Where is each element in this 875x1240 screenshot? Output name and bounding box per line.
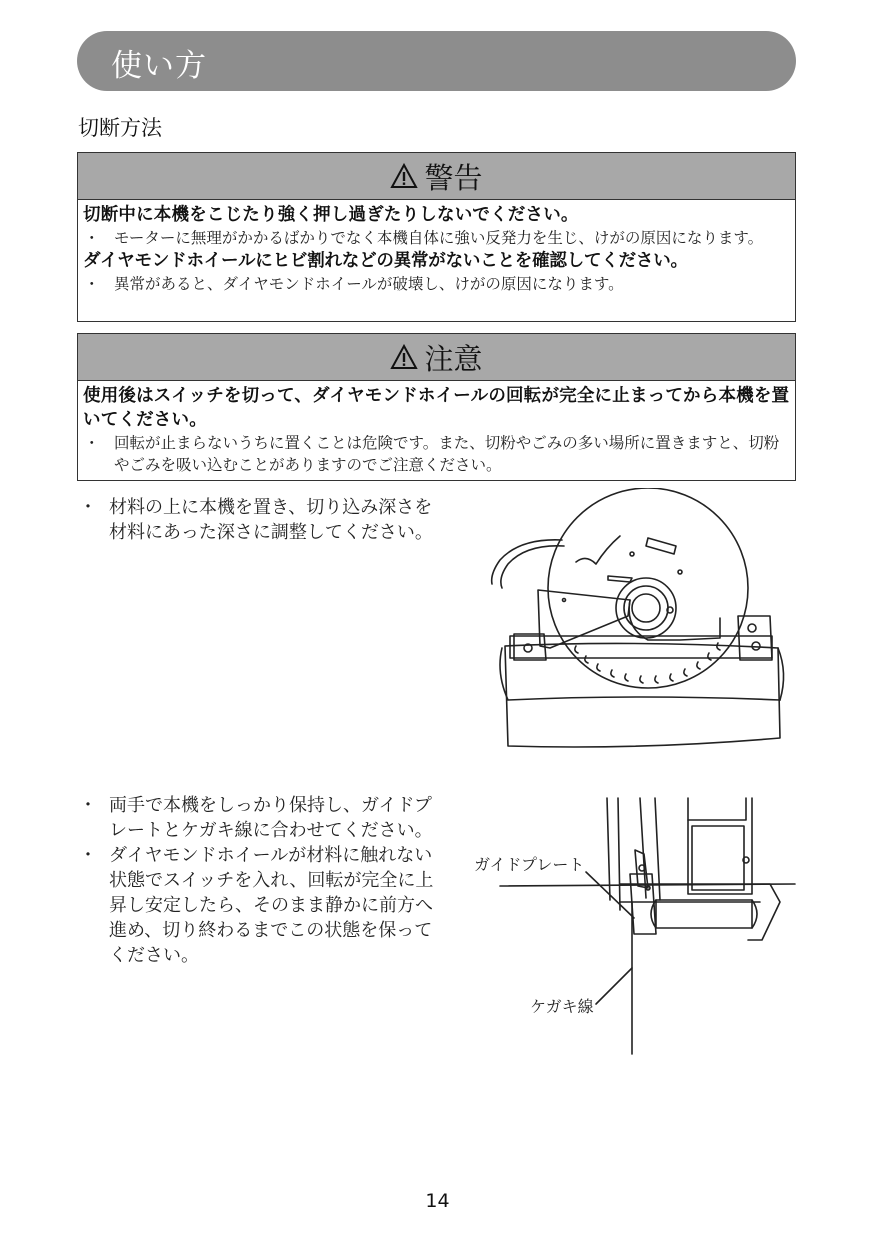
list-item: [78, 495, 443, 545]
step-3-text: ダイヤモンドホイールが材料に触れない状態でスイッチを入れ、回転が完全に上昇し安定したら、そのまま静かに前方へ進め、切り終わるまでこの状態を保ってください。: [109, 845, 434, 966]
caution-bullet: [83, 432, 790, 476]
figure-guide-plate: [470, 790, 800, 1060]
warning-triangle-icon: [390, 163, 418, 189]
list-item: [78, 793, 443, 843]
caution-heading-text: 注意: [424, 341, 483, 376]
bullet-mark: ・: [79, 845, 97, 866]
warning-item-1-text: モーターに無理がかかるばかりでなく本機自体に強い反発力を生じ、けがの原因になります。: [114, 229, 764, 247]
figure-cutter-on-material: [480, 488, 800, 756]
bullet-mark: ・: [84, 434, 100, 452]
warning-item-2-text: 異常があると、ダイヤモンドホイールが破壊し、けがの原因になります。: [114, 275, 624, 293]
label-guide-plate: ガイドプレート: [474, 855, 585, 874]
bullet-mark: ・: [79, 497, 97, 518]
warning-heading-text: 警告: [424, 160, 483, 195]
page-number: 14: [425, 1190, 450, 1212]
list-item: [78, 843, 443, 968]
caution-box: [77, 333, 796, 481]
bullet-mark: ・: [84, 275, 100, 293]
warning-heading: [78, 153, 795, 200]
caution-bullet-text: 回転が止まらないうちに置くことは危険です。また、切粉やごみの多い場所に置きますと、切粉やごみを吸い込むことがありますのでご注意ください。: [114, 434, 780, 474]
step-1-text: 材料の上に本機を置き、切り込み深さを材料にあった深さに調整してください。: [109, 497, 433, 543]
bullet-mark: ・: [84, 229, 100, 247]
bullet-mark: ・: [79, 795, 97, 816]
caution-triangle-icon: [390, 344, 418, 370]
warning-item-2-bullet: [83, 273, 790, 295]
warning-item-1-bold: 切断中に本機をこじたり強く押し過ぎたりしないでください。: [83, 205, 579, 225]
header-bar: [77, 31, 796, 91]
step-list-1: [78, 495, 443, 545]
step-list-2: [78, 793, 443, 968]
label-scribe-line: ケガキ線: [530, 997, 594, 1016]
step-2-text: 両手で本機をしっかり保持し、ガイドプレートとケガキ線に合わせてください。: [109, 795, 433, 841]
caution-heading: [78, 334, 795, 381]
section-title: 切断方法: [78, 116, 162, 140]
warning-item-2-bold: ダイヤモンドホイールにヒビ割れなどの異常がないことを確認してください。: [83, 251, 688, 271]
warning-box: [77, 152, 796, 322]
page-title: 使い方: [111, 48, 207, 84]
warning-item-1-bullet: [83, 227, 790, 249]
caution-bold: 使用後はスイッチを切って、ダイヤモンドホイールの回転が完全に止まってから本機を置いてください。: [83, 386, 790, 430]
